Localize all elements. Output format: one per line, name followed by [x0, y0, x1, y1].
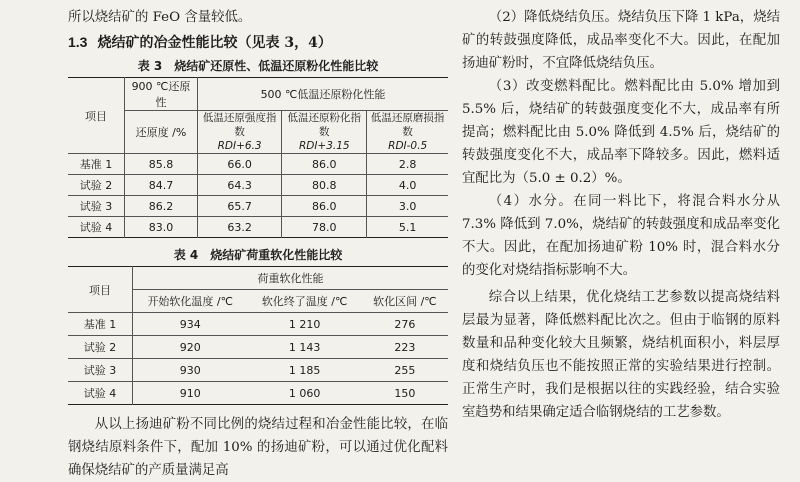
table3-cell: 3.0: [367, 196, 448, 217]
paragraph-4: （4）水分。在同一料比下，将混合料水分从 7.3% 降低到 7.0%，烧结矿的转鼓强度和成品率变化不大。因此，在配加扬迪矿粉 10% 时，混合料水分的变化对烧结指标影响不大。: [462, 194, 780, 278]
table3-cell: 86.0: [282, 196, 367, 217]
table4-cell: 150: [394, 386, 416, 400]
table3-sub-wear-rdi: RDI-0.5: [388, 140, 428, 152]
table3-sub-powder-rdi: RDI+3.15: [298, 140, 350, 152]
intro-line: 所以烧结矿的 FeO 含量较低。: [68, 10, 252, 25]
table3-cell: 85.8: [125, 154, 198, 175]
table4: [68, 266, 448, 405]
table3-cell: 5.1: [367, 217, 448, 238]
table-row: [68, 175, 448, 196]
table3: [68, 77, 448, 238]
paragraph-5: 综合以上结果，优化烧结工艺参数以提高烧结料层最为显著，降低燃料配比次之。但由于临钢的原料数量和品种变化较大且频繁，烧结机面积小，料层厚度和烧结负压也不能按照正常的实验结果进行控制。正常生产时，我们是根据以往的实践经验，结合实验室趋势和结果确定适合临钢烧结的工艺参数。: [462, 290, 780, 420]
table3-cell: 86.0: [282, 154, 367, 175]
table4-cell: 试验 3: [68, 359, 133, 382]
table4-cell: 910: [179, 386, 201, 400]
table4-sub-start: 开始软化温度 /℃: [133, 290, 248, 313]
table4-cell: 试验 4: [68, 382, 133, 405]
table3-cell: 80.8: [282, 175, 367, 196]
paragraph-3: （3）改变燃料配比。燃料配比由 5.0% 增加到 5.5% 后，烧结矿的转鼓强度变化不大，成品率有所提高；燃料配比由 5.0% 降低到 4.5% 后，烧结矿的转鼓强度变化不大，成品率下降较多。因此，燃料适宜配比为（5.0 ± 0.2）%。: [462, 79, 780, 186]
table-row: [68, 382, 448, 405]
table4-cell: 223: [362, 336, 448, 359]
table3-col-item: 项目: [68, 78, 125, 154]
table3-sub-powder-label: 低温还原粉化指数: [287, 112, 362, 138]
table4-cell: 试验 2: [68, 336, 133, 359]
section-title: 烧结矿的冶金性能比较（见表 3，4）: [97, 35, 332, 51]
table-row: [68, 336, 448, 359]
table3-sub-powder: [282, 111, 367, 154]
table3-group-900: 900 ℃还原性: [125, 78, 198, 111]
table4-col-item: 项目: [68, 267, 133, 313]
paragraph-2: （2）降低烧结负压。烧结负压下降 1 kPa，烧结矿的转鼓强度降低，成品率变化不大。因此，在配加扬迪矿粉时，不宜降低烧结负压。: [462, 10, 780, 71]
table-row: [68, 196, 448, 217]
table4-sub-range: 软化区间 /℃: [362, 290, 448, 313]
table3-cell: 65.7: [198, 196, 282, 217]
table4-cell: 基准 1: [68, 313, 133, 336]
table4-cell: 930: [133, 359, 248, 382]
table3-cell: 2.8: [367, 154, 448, 175]
section-number: 1.3: [68, 34, 88, 50]
table3-sub-strength-rdi: RDI+6.3: [217, 140, 262, 152]
table3-cell: 64.3: [198, 175, 282, 196]
table3-cell: 78.0: [282, 217, 367, 238]
table-row: [68, 313, 448, 336]
table3-cell: 基准 1: [68, 154, 125, 175]
table-row: [68, 359, 448, 382]
section-heading: [68, 30, 448, 55]
right-column: [462, 6, 780, 424]
table3-sub-wear-label: 低温还原磨损指数: [370, 112, 445, 138]
table3-cell: 84.7: [125, 175, 198, 196]
table3-cell: 66.0: [198, 154, 282, 175]
table4-cell: 1 210: [247, 313, 361, 336]
table3-cell: 4.0: [367, 175, 448, 196]
bottom-paragraph: 从以上扬迪矿粉不同比例的烧结过程和冶金性能比较，在临钢烧结原料条件下，配加 10% 的扬迪矿粉，可以通过优化配料确保烧结矿的产质量满足高: [68, 417, 448, 478]
table-row: [68, 154, 448, 175]
table3-sub-strength-label: 低温还原强度指数: [202, 112, 277, 138]
table4-sub-end: 软化终了温度 /℃: [247, 290, 361, 313]
table3-sub-strength: [198, 111, 282, 154]
table3-sub-wear: [367, 111, 448, 154]
table3-group-500: 500 ℃低温还原粉化性能: [198, 78, 449, 111]
table4-group: 荷重软化性能: [133, 267, 449, 290]
table4-cell: 934: [133, 313, 248, 336]
table-row: [68, 217, 448, 238]
table4-cell: 276: [362, 313, 448, 336]
table4-caption: 表 4 烧结矿荷重软化性能比较: [173, 248, 343, 262]
table3-cell: 63.2: [198, 217, 282, 238]
table3-caption: 表 3 烧结矿还原性、低温还原粉化性能比较: [137, 59, 379, 73]
table3-cell: 试验 2: [68, 175, 125, 196]
table4-cell: 255: [362, 359, 448, 382]
table3-cell: 试验 4: [68, 217, 125, 238]
table3-cell: 试验 3: [68, 196, 125, 217]
table4-cell: 1 060: [288, 386, 321, 400]
table3-cell: 83.0: [125, 217, 198, 238]
left-column: [68, 6, 448, 482]
table3-cell: 86.2: [125, 196, 198, 217]
table3-sub-reduction: 还原度 /%: [125, 111, 198, 154]
table4-cell: 1 143: [247, 336, 361, 359]
table4-cell: 920: [133, 336, 248, 359]
table4-cell: 1 185: [247, 359, 361, 382]
